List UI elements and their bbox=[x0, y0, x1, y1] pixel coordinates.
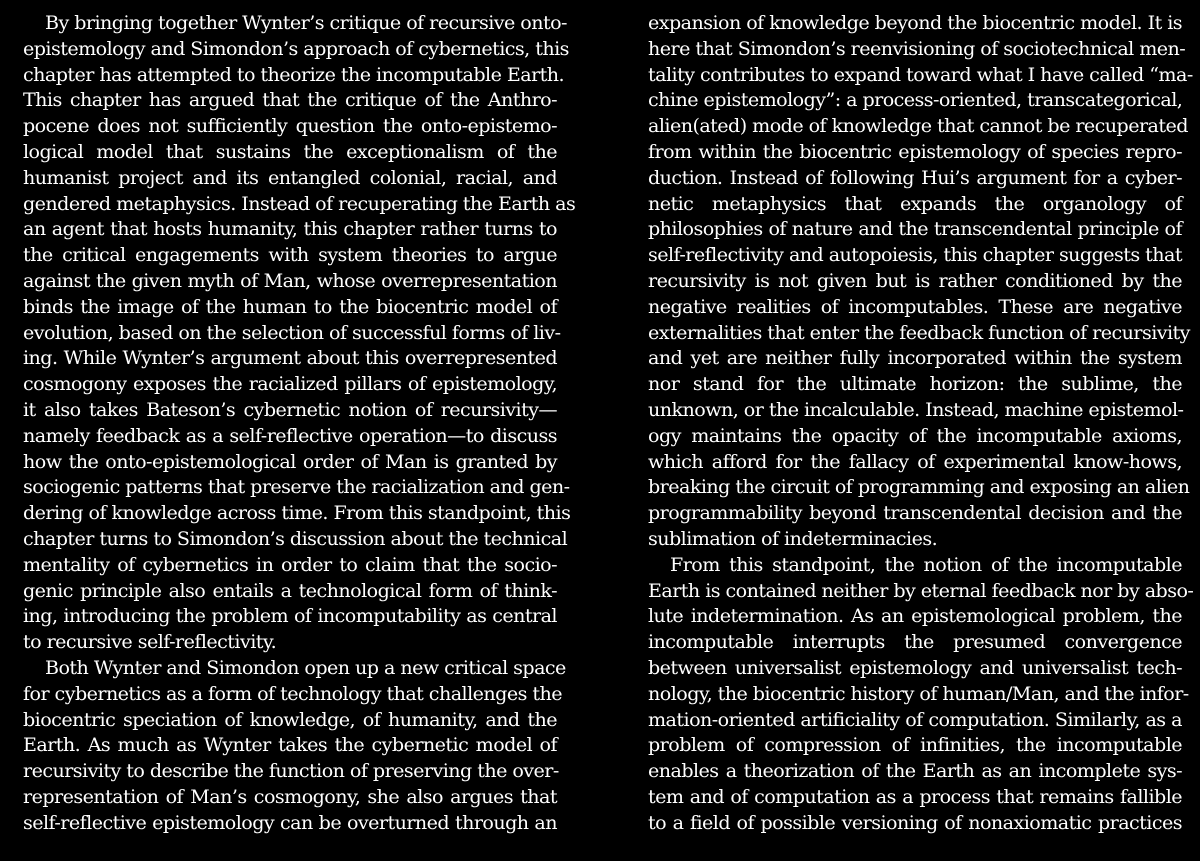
text-line: cosmogony exposes the racialized pillars of epistemology, bbox=[23, 372, 557, 396]
text-line: to recursive self-reflectivity. bbox=[23, 630, 277, 654]
text-line: alien(ated) mode of knowledge that cannot be recuperated bbox=[648, 114, 1188, 138]
text-line: incomputable interrupts the presumed convergence bbox=[648, 630, 1182, 654]
text-line: unknown, or the incalculable. Instead, machine epistemol- bbox=[648, 397, 1184, 421]
text-line: biocentric speciation of knowledge, of humanity, and the bbox=[23, 707, 557, 731]
text-line: which afford for the fallacy of experimental know-hows, bbox=[648, 449, 1182, 473]
left-page-text bbox=[23, 0, 576, 836]
text-line: expansion of knowledge beyond the biocentric model. It is bbox=[648, 11, 1183, 34]
text-line: chine epistemology”: a process-oriented, transcategorical, bbox=[648, 88, 1183, 112]
text-line: programmability beyond transcendental decision and the bbox=[648, 501, 1182, 525]
text-line: pocene does not sufficiently question the onto-epistemo- bbox=[23, 114, 557, 138]
text-line: how the onto-epistemological order of Man is granted by bbox=[23, 449, 557, 473]
text-line: for cybernetics as a form of technology that challenges the bbox=[23, 681, 562, 705]
text-line: mentality of cybernetics in order to claim that the socio- bbox=[23, 552, 557, 576]
text-line: recursivity to describe the function of preserving the over- bbox=[23, 759, 559, 783]
text-line: namely feedback as a self-reflective operation—to discuss bbox=[23, 423, 557, 447]
text-line: philosophies of nature and the transcendental principle of bbox=[648, 217, 1182, 241]
text-line: dering of knowledge across time. From this standpoint, this bbox=[23, 501, 571, 525]
text-line: nology, the biocentric history of human/Man, and the infor- bbox=[648, 681, 1189, 705]
text-line: gendered metaphysics. Instead of recuperating the Earth as bbox=[23, 191, 576, 215]
text-line: negative realities of incomputables. These are negative bbox=[648, 294, 1182, 318]
text-line: By bringing together Wynter’s critique of recursive onto- bbox=[45, 11, 567, 34]
text-line: self-reflective epistemology can be overturned through an bbox=[23, 810, 557, 834]
text-line: problem of compression of infinities, the incomputable bbox=[648, 733, 1182, 757]
text-line: and yet are neither fully incorporated within the system bbox=[648, 346, 1182, 370]
text-line: enables a theorization of the Earth as an incomplete sys- bbox=[648, 759, 1182, 783]
text-line: between universalist epistemology and universalist tech- bbox=[648, 655, 1182, 679]
text-line: logical model that sustains the exceptionalism of the bbox=[23, 139, 557, 163]
text-line: to a field of possible versioning of nonaxiomatic practices bbox=[648, 810, 1182, 834]
text-line: ogy maintains the opacity of the incomputable axioms, bbox=[648, 423, 1182, 447]
text-line: netic metaphysics that expands the organology of bbox=[648, 191, 1182, 215]
right-page-text bbox=[648, 0, 1194, 836]
text-line: here that Simondon’s reenvisioning of sociotechnical men- bbox=[648, 36, 1186, 60]
text-line: epistemology and Simondon’s approach of cybernetics, this bbox=[23, 36, 569, 60]
text-line: sociogenic patterns that preserve the racialization and gen- bbox=[23, 475, 570, 499]
text-line: evolution, based on the selection of successful forms of liv- bbox=[23, 320, 561, 344]
text-line: binds the image of the human to the biocentric model of bbox=[23, 294, 557, 318]
text-line: breaking the circuit of programming and exposing an alien bbox=[648, 475, 1190, 499]
text-line: ing. While Wynter’s argument about this overrepresented bbox=[23, 346, 557, 370]
text-line: tality contributes to expand toward what I have called “ma- bbox=[648, 62, 1193, 86]
text-line: nor stand for the ultimate horizon: the sublime, the bbox=[648, 372, 1182, 396]
text-line: duction. Instead of following Hui’s argument for a cyber- bbox=[648, 165, 1182, 189]
text-line: it also takes Bateson’s cybernetic notion of recursivity— bbox=[23, 397, 557, 421]
text-line: from within the biocentric epistemology of species repro- bbox=[648, 139, 1182, 163]
text-line: chapter turns to Simondon’s discussion about the technical bbox=[23, 526, 568, 550]
text-line: the critical engagements with system theories to argue bbox=[23, 243, 557, 267]
text-line: recursivity is not given but is rather conditioned by the bbox=[648, 268, 1182, 292]
text-line: sublimation of indeterminacies. bbox=[648, 526, 938, 550]
text-line: genic principle also entails a technological form of think- bbox=[23, 578, 557, 602]
text-line: against the given myth of Man, whose overrepresentation bbox=[23, 268, 557, 292]
text-line: mation-oriented artificiality of computation. Similarly, as a bbox=[648, 707, 1182, 731]
text-line: representation of Man’s cosmogony, she also argues that bbox=[23, 784, 557, 808]
text-line: externalities that enter the feedback function of recursivity bbox=[648, 320, 1190, 344]
text-line: tem and of computation as a process that remains fallible bbox=[648, 784, 1182, 808]
text-line: an agent that hosts humanity, this chapter rather turns to bbox=[23, 217, 557, 241]
text-line: lute indetermination. As an epistemological problem, the bbox=[648, 604, 1182, 628]
text-line: From this standpoint, the notion of the incomputable bbox=[670, 552, 1182, 576]
text-line: ing, introducing the problem of incomputability as central bbox=[23, 604, 557, 628]
text-line: Earth. As much as Wynter takes the cybernetic model of bbox=[23, 733, 557, 757]
text-line: humanist project and its entangled colonial, racial, and bbox=[23, 165, 557, 189]
text-line: Both Wynter and Simondon open up a new critical space bbox=[45, 655, 566, 679]
text-line: Earth is contained neither by eternal feedback nor by abso- bbox=[648, 578, 1194, 602]
text-line: self-reflectivity and autopoiesis, this chapter suggests that bbox=[648, 243, 1182, 267]
text-line: chapter has attempted to theorize the incomputable Earth. bbox=[23, 62, 565, 86]
text-line: This chapter has argued that the critique of the Anthro- bbox=[23, 88, 557, 112]
